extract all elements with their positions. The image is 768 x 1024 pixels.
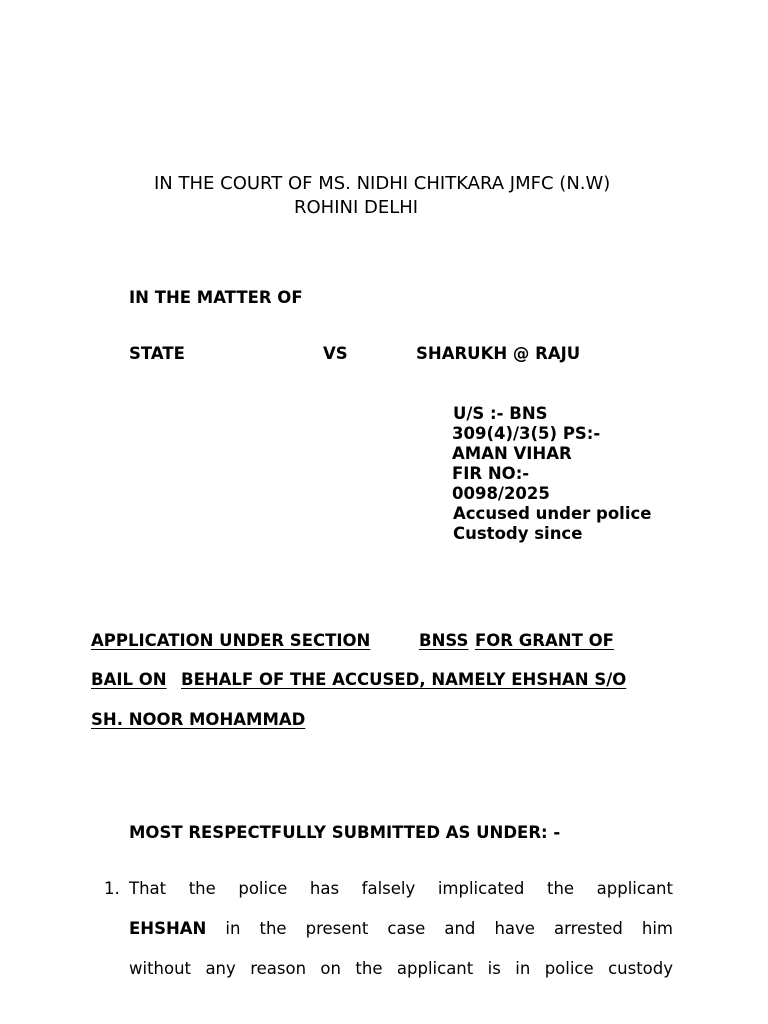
court-location-line: ROHINI DELHI bbox=[294, 197, 419, 218]
custody-status-line: Accused under police bbox=[453, 504, 652, 523]
party-state: STATE bbox=[129, 344, 185, 363]
case-fir-number-line: 0098/2025 bbox=[452, 484, 550, 503]
paragraph-line bbox=[129, 919, 673, 938]
application-title-part4: BAIL ON bbox=[91, 670, 167, 689]
application-title-part5: BEHALF OF THE ACCUSED, NAMELY EHSHAN S/O bbox=[181, 670, 627, 689]
versus-label: VS bbox=[323, 344, 348, 363]
party-accused: SHARUKH @ RAJU bbox=[416, 344, 581, 363]
application-title-part2: BNSS bbox=[419, 631, 469, 650]
application-title-part3: FOR GRANT OF bbox=[475, 631, 614, 650]
paragraph-line-rest: in the present case and have arrested him bbox=[225, 919, 673, 938]
case-section-line: U/S :- BNS bbox=[453, 404, 548, 423]
court-name-line: IN THE COURT OF MS. NIDHI CHITKARA JMFC (N.W) bbox=[154, 173, 611, 194]
submission-heading: MOST RESPECTFULLY SUBMITTED AS UNDER: - bbox=[129, 823, 561, 842]
case-police-station-line: AMAN VIHAR bbox=[452, 444, 572, 463]
paragraph-line: without any reason on the applicant is in police custody bbox=[129, 959, 673, 978]
custody-since-line: Custody since bbox=[453, 524, 583, 543]
case-fir-label-line: FIR NO:- bbox=[452, 464, 530, 483]
application-title-part6: SH. NOOR MOHAMMAD bbox=[91, 710, 306, 729]
paragraph-number: 1. bbox=[104, 879, 120, 898]
case-section-numbers-line: 309(4)/3(5) PS:- bbox=[452, 424, 601, 443]
applicant-name: EHSHAN bbox=[129, 919, 207, 938]
application-title-part1: APPLICATION UNDER SECTION bbox=[91, 631, 371, 650]
matter-label: IN THE MATTER OF bbox=[129, 288, 303, 307]
paragraph-line: That the police has falsely implicated the applicant bbox=[129, 879, 673, 898]
